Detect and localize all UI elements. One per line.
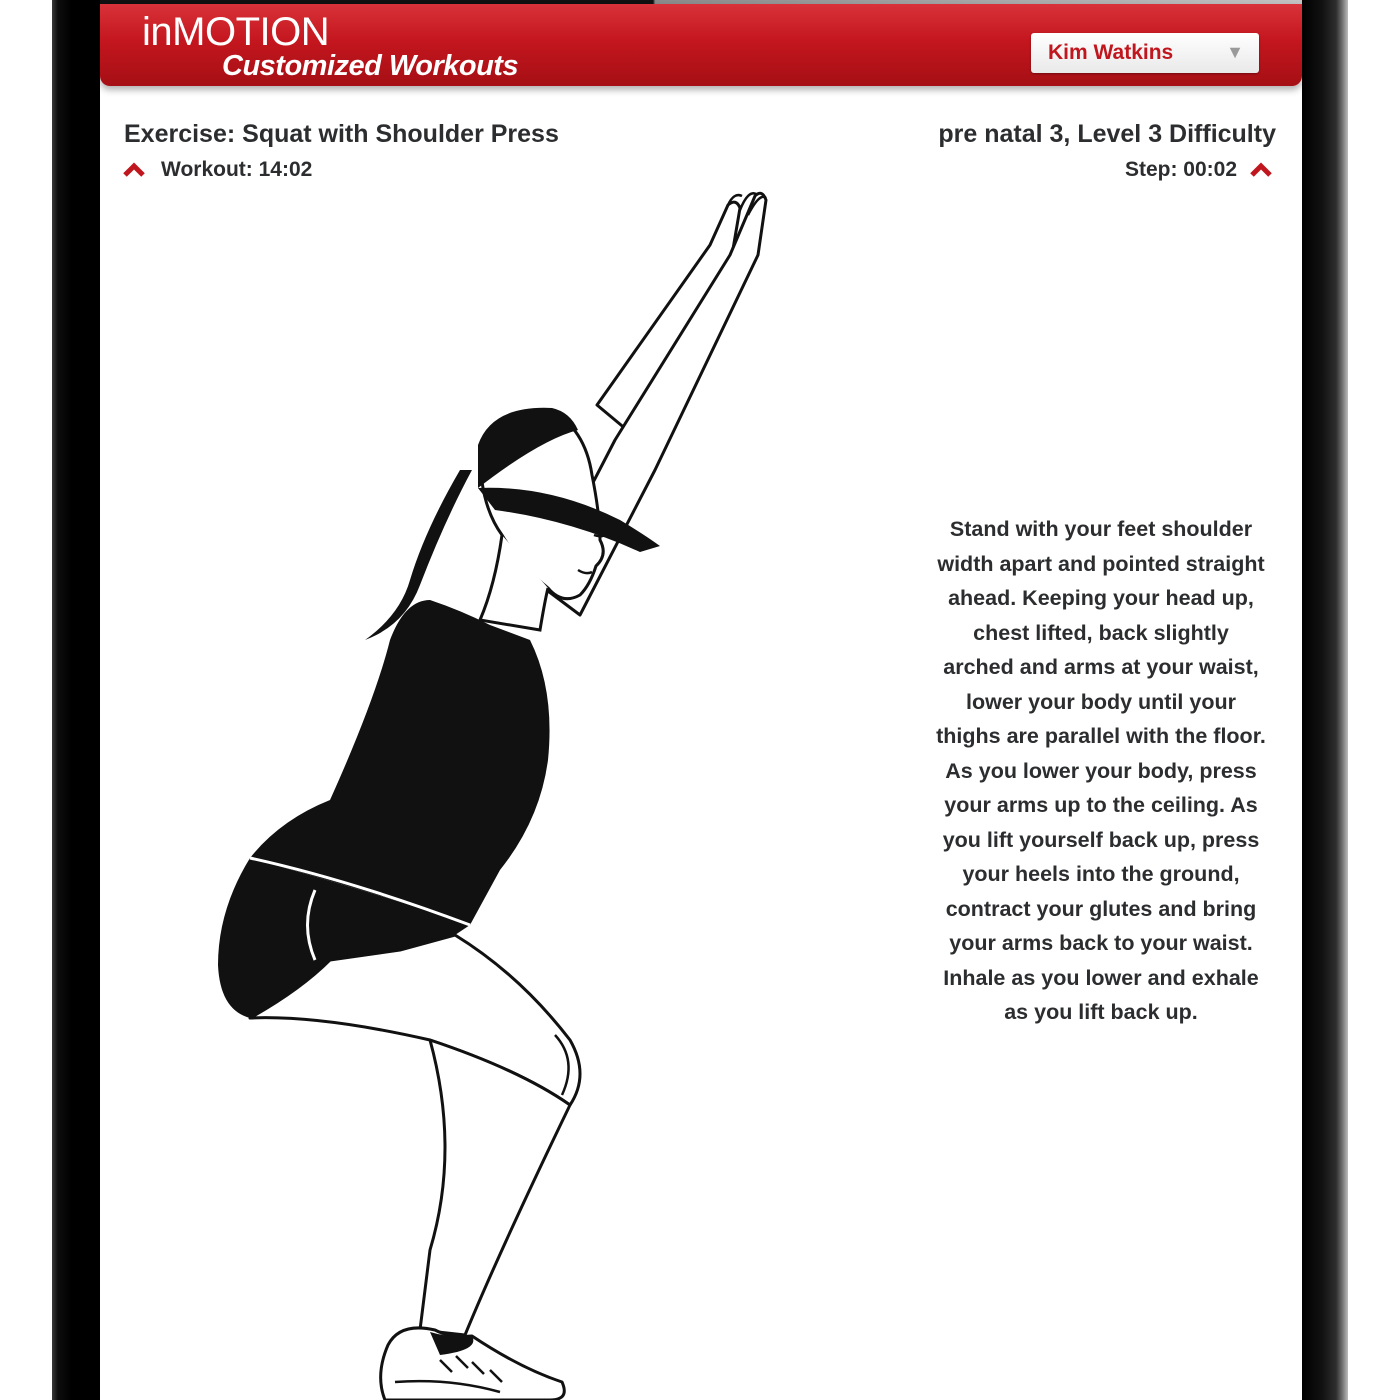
selected-user-name: Kim Watkins (1048, 41, 1174, 64)
chevron-up-icon[interactable] (122, 162, 146, 178)
exercise-instructions: Stand with your feet shoulder width apart and pointed straight ahead. Keeping your head up, chest lifted, back slightly arched and arms at your waist, lower your body until your thighs are parallel with the floor. As you lower your body, press your arms up to the ceiling. As you lift yourself back up, press your heels into the ground, contract your glutes and bring your arms back to your waist. Inhale as you lower and exhale as you lift back up. (936, 517, 1266, 1024)
exercise-title: Exercise: Squat with Shoulder Press (124, 120, 559, 148)
app-header (100, 4, 1302, 86)
triangle-down-icon: ▼ (1226, 42, 1244, 62)
device-bezel-right (1302, 0, 1348, 1400)
exercise-illustration (100, 180, 800, 1400)
step-timer: Step: 00:02 (1124, 158, 1237, 181)
chevron-up-icon[interactable] (1249, 162, 1273, 178)
workout-timer: Workout: 14:02 (161, 158, 313, 181)
app-screen (100, 0, 1302, 1400)
device-bezel-left (52, 0, 100, 1400)
app-tagline: Customized Workouts (222, 50, 519, 82)
program-level: pre natal 3, Level 3 Difficulty (938, 120, 1276, 148)
app-logo-text: inMOTION (142, 10, 330, 54)
user-select-dropdown[interactable] (1031, 33, 1259, 73)
